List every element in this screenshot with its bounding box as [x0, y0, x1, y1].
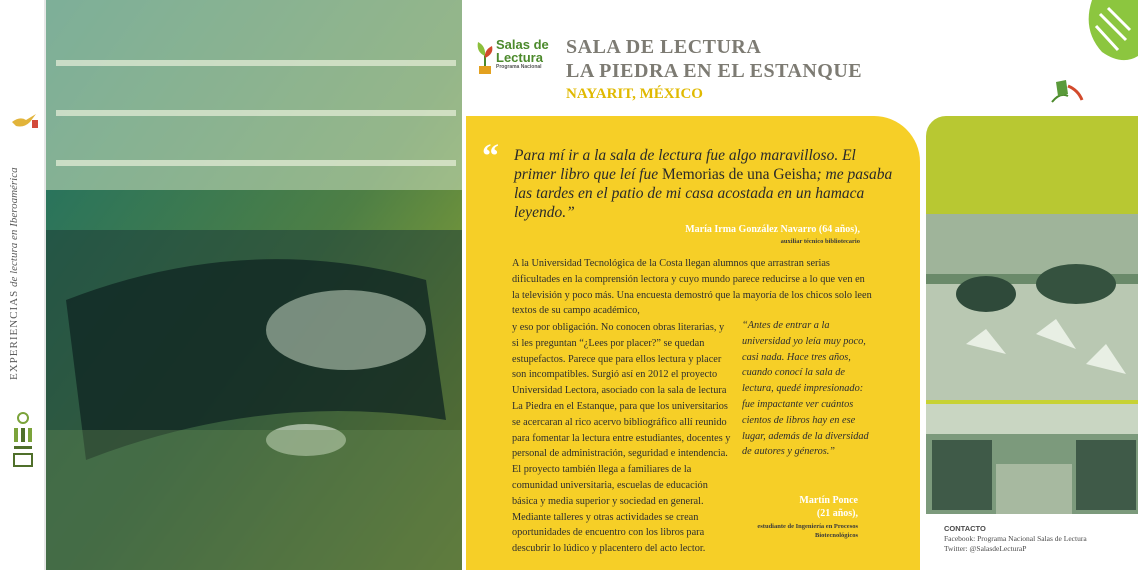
quote-mark-icon: “ — [482, 138, 499, 175]
hummingbird-icon — [10, 108, 40, 132]
contact-heading: CONTACTO — [944, 524, 986, 533]
quote-author: María Irma González Navarro (64 años), — [685, 224, 860, 235]
quote-text-1: Para mí ir a la sala de lectura fue algo maravilloso. El primer libro que leí fue — [514, 147, 856, 183]
contact-twitter: Twitter: @SalasdeLecturaP — [944, 544, 1027, 553]
logo-line-2: Lectura — [496, 50, 543, 65]
side-quote-age: (21 años), — [816, 508, 858, 519]
vertical-series-label — [8, 167, 20, 380]
workshop-photo — [926, 214, 1138, 400]
side-quote: “Antes de entrar a la universidad yo leía muy poco, casi nada. Hace tres años, cuando conocí la sala de lectura, quedé impresionado: fue impactante ver cuántos cientos de libros hay en ese lugar, además de la diversidad de autores y géneros.” — [742, 320, 869, 458]
quote-book-title: Memorias de una Geisha — [661, 166, 817, 183]
cerlalc-logo-icon — [10, 410, 36, 470]
pull-quote — [514, 146, 894, 222]
plant-icon — [474, 36, 496, 76]
green-panel-top — [926, 116, 1138, 214]
reading-room-photo — [46, 0, 462, 570]
title-line-1: SALA DE LECTURA — [566, 36, 762, 58]
salas-de-lectura-logo — [474, 30, 556, 90]
plant-ornament-icon — [1046, 74, 1086, 106]
logo-line-1: Salas de — [496, 37, 549, 52]
quote-author-role: auxiliar técnico bibliotecario — [780, 238, 860, 245]
left-strip — [0, 0, 46, 570]
body-column: y eso por obligación. No conocen obras literarias, y si les preguntan “¿Lees por placer?” se quedan estupefactos. Parece que para ellos lectura y placer son incompatibles. Surgió así en 2012 el proyecto Universidad Lectora, asociado con la sala de lectura La Piedra en el Estanque, para que los universitarios se acercaran al rico acervo bibliográfico allí reunido para fomentar la lectura entre estudiantes, docentes y personal de administración, seguridad e intendencia. El proyecto también llega a familiares de la comunidad universitaria, escuelas de educación básica y media superior y sociedad en general. Mediante talleres y otras actividades se crean oportunidades de encuentro con los libros para descubrir lo lúdico y placentero del acto lector. — [512, 322, 731, 555]
location-subtitle: NAYARIT, MÉXICO — [566, 86, 703, 102]
side-quote-author: Martín Ponce — [799, 495, 858, 506]
logo-line-3: Programa Nacional — [496, 64, 542, 70]
quote-text-2: ; me pasaba las tardes en el patio de mi casa acostada en un hamaca leyendo.” — [514, 166, 893, 221]
leaf-decoration-icon — [1082, 0, 1138, 62]
side-quote-role: estudiante de Ingeniería en Procesos Biotecnológicos — [757, 523, 858, 539]
contact-facebook: Facebook: Programa Nacional Salas de Lectura — [944, 534, 1087, 543]
series-name: EXPERIENCIAS — [8, 289, 20, 380]
title-line-2: LA PIEDRA EN EL ESTANQUE — [566, 60, 863, 82]
series-subtitle: de lectura en Iberoamérica — [8, 167, 20, 288]
body-intro: A la Universidad Tecnológica de la Costa llegan alumnos que arrastran serias dificultades en la comprensión lectora y cuyo mundo parece reducirse a lo que ven en la televisión y poco más. Una encuesta demostró que la mayoría de los chicos solo leen textos de su campo académico, — [512, 258, 872, 317]
library-photo — [926, 404, 1138, 514]
